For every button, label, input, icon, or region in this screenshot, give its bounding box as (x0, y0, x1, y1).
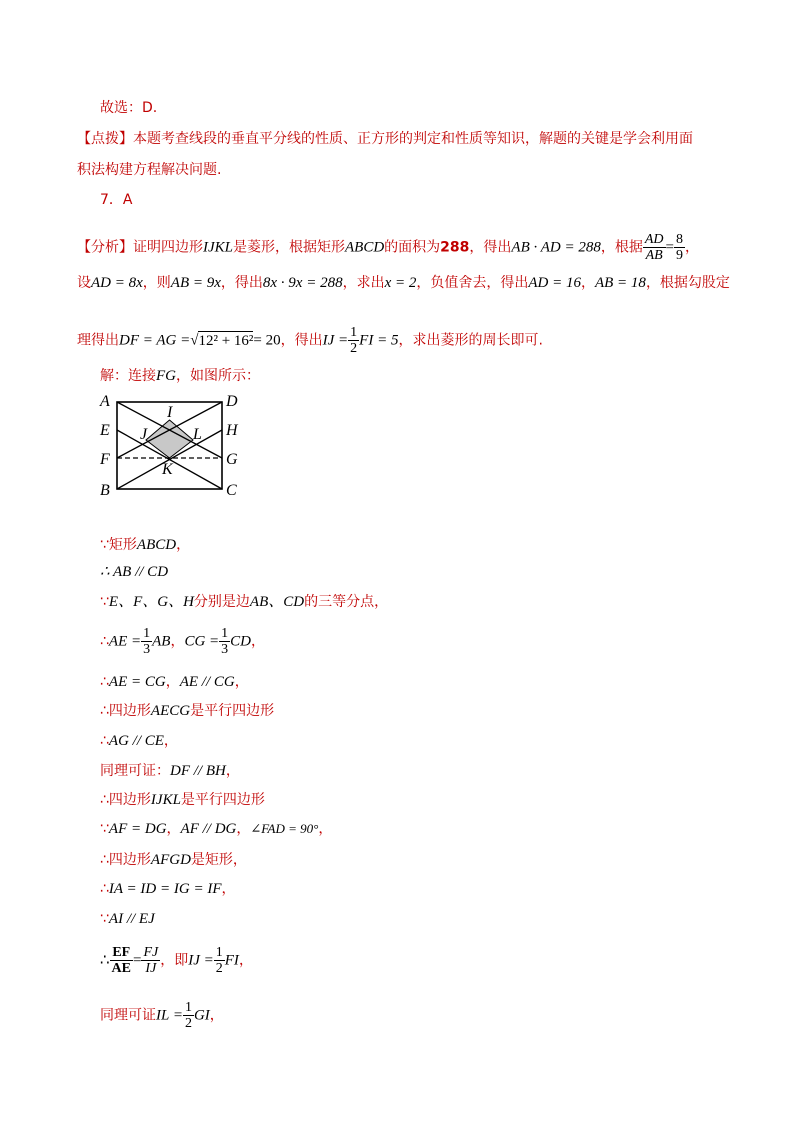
label-f: F (100, 451, 110, 468)
step-4: ∴AE = $\frac{1}{3}$ AB，CG = $\frac{1}{3}$ CD， (100, 626, 266, 657)
step-10: ∵AF = DG，AF // DG，∠FAD = 90°， (100, 821, 333, 837)
commentary-line-1: 【点拨】本题考查线段的垂直平分线的性质、正方形的判定和性质等知识，解题的关键是学会利用面 (77, 131, 693, 147)
fraction-third-a: $\frac{1}{3}$ (143, 626, 151, 657)
fraction-half-b: $\frac{1}{2}$ (215, 945, 223, 976)
label-e: E (100, 422, 110, 439)
step-12: ∴IA = ID = IG = IF， (100, 881, 236, 897)
label-c: C (226, 482, 237, 499)
fraction-half: $\frac{1}{2}$ (350, 325, 358, 356)
problem-number: 7．A (100, 192, 133, 208)
analysis-line-2: 设AD = 8x，则AB = 9x，得出8x · 9x = 288，求出x = 2，负值舍去，得出AD = 16，AB = 18，根据勾股定 (77, 275, 730, 291)
fraction-half-c: $\frac{1}{2}$ (184, 1000, 192, 1031)
rectangle-figure (96, 388, 256, 503)
analysis-line-1: 【分析】证明四边形IJKL是菱形，根据矩形ABCD的面积为288，得出AB · AD = 288，根据 $\frac{AD}{AB}$ = $\frac{8}{9}$ ， (77, 232, 699, 263)
step-7: ∴AG // CE， (100, 733, 178, 749)
step-14: ∴ $\frac{EF}{AE}$ = $\frac{FJ}{IJ}$ ，即IJ = $\frac{1}{2}$ FI， (100, 945, 253, 976)
fraction-ad-ab: $\frac{AD}{AB}$ (644, 232, 664, 263)
fraction-8-9: $\frac{8}{9}$ (675, 232, 683, 263)
step-15: 同理可证IL = $\frac{1}{2}$ GI， (100, 1000, 224, 1031)
label-j: J (140, 426, 148, 443)
label-d: D (226, 393, 238, 410)
analysis-line-3: 理得出DF = AG =√12² + 16²= 20，得出IJ = $\frac{1}{2}$ FI = 5，求出菱形的周长即可. (77, 325, 543, 356)
label-h: H (226, 422, 238, 439)
label-l: L (193, 426, 202, 443)
step-2: ∴ AB // CD (100, 564, 169, 580)
step-5: ∴AE = CG，AE // CG， (100, 674, 249, 690)
answer-choice-line: 故选：D. (100, 100, 158, 116)
step-1: ∵矩形ABCD， (100, 537, 191, 553)
step-8: 同理可证：DF // BH， (100, 763, 240, 779)
label-g: G (226, 451, 238, 468)
label-k: K (162, 461, 173, 478)
step-11: ∴四边形AFGD是矩形， (100, 852, 247, 868)
label-a: A (100, 393, 110, 410)
fraction-third-b: $\frac{1}{3}$ (221, 626, 229, 657)
step-3: ∵E、F、G、H分别是边AB、CD的三等分点， (100, 594, 389, 610)
label-b: B (100, 482, 110, 499)
commentary-line-2: 积法构建方程解决问题. (77, 162, 222, 178)
fraction-ef-ae: $\frac{EF}{AE}$ (111, 945, 131, 976)
solution-intro: 解：连接FG，如图所示： (100, 368, 260, 384)
step-9: ∴四边形IJKL是平行四边形 (100, 792, 265, 808)
step-13: ∵AI // EJ (100, 911, 155, 927)
step-6: ∴四边形AECG是平行四边形 (100, 703, 275, 719)
label-i: I (167, 404, 173, 421)
fraction-fj-ij: $\frac{FJ}{IJ}$ (143, 945, 159, 976)
